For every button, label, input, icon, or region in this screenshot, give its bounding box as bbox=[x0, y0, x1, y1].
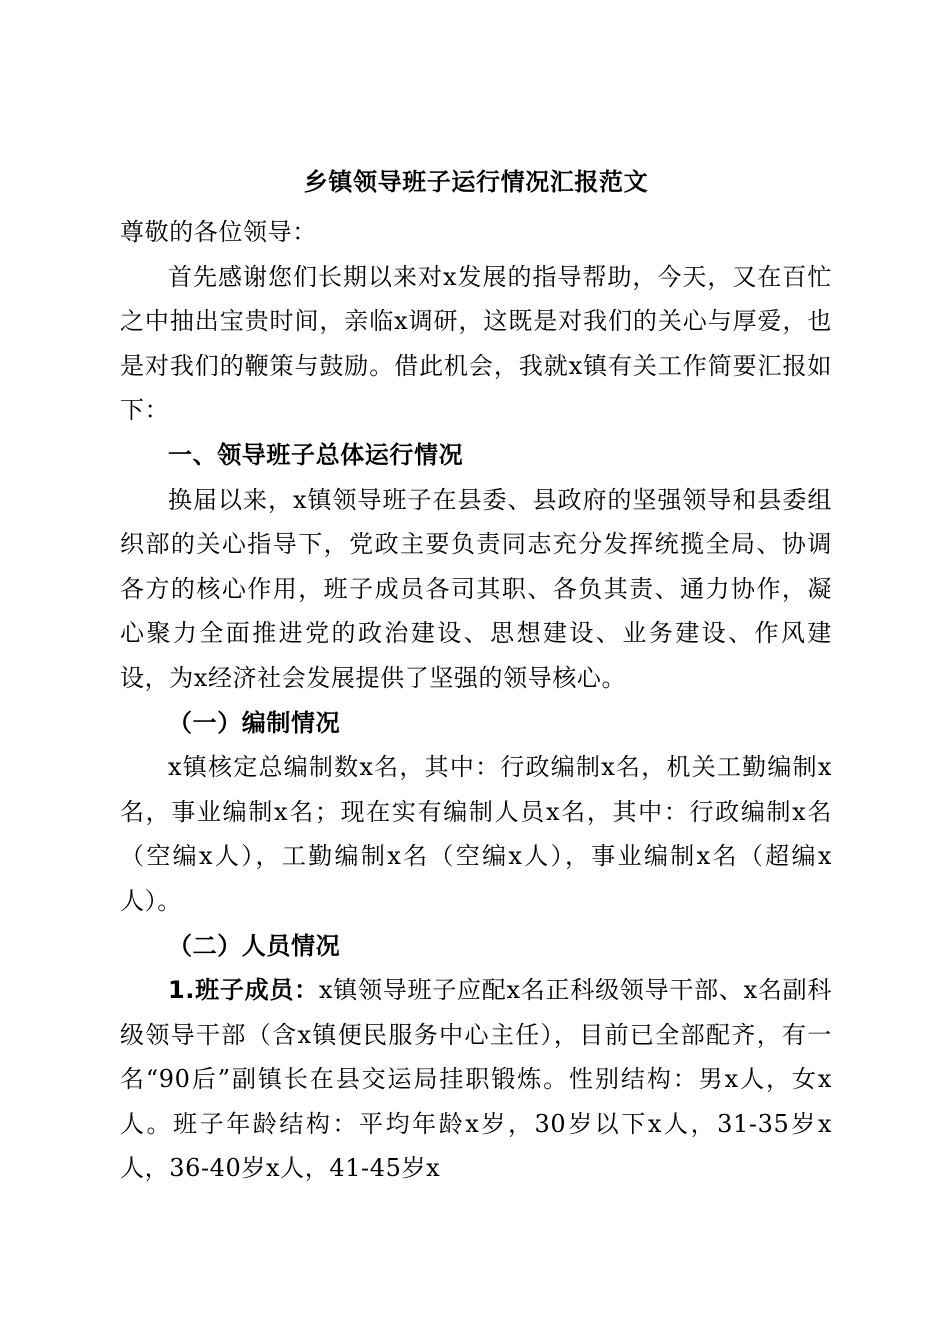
section-heading-overall-operation: 一、领导班子总体运行情况 bbox=[168, 440, 464, 469]
subsection-heading-staffing: （一）编制情况 bbox=[168, 708, 341, 737]
document-body bbox=[120, 160, 832, 1191]
salutation: 尊敬的各位领导： bbox=[120, 218, 317, 246]
subsection-heading-personnel: （二）人员情况 bbox=[168, 931, 341, 960]
subsection-paragraph-staffing: x镇核定总编制数x名，其中：行政编制x名，机关工勤编制x名，事业编制x名；现在实有编制人员x名，其中：行政编制x名（空编x人），工勤编制x名（空编x人），事业编制x名（超编x人）。 bbox=[120, 753, 832, 915]
section-paragraph-overall-operation: 换届以来，x镇领导班子在县委、县政府的坚强领导和县委组织部的关心指导下，党政主要负责同志充分发挥统揽全局、协调各方的核心作用，班子成员各司其职、各负其责、通力协作，凝心聚力全面推进党的政治建设、思想建设、业务建设、作风建设，为x经济社会发展提供了坚强的领导核心。 bbox=[120, 485, 832, 692]
item-text-team-members: x镇领导班子应配x名正科级领导干部、x名副科级领导干部（含x镇便民服务中心主任），目前已全部配齐，有一名“90后”副镇长在县交运局挂职锻炼。性别结构：男x人，女x人。班子年龄结构：平均年龄x岁，30岁以下x人，31-35岁x人，36-40岁x人，41-45岁x bbox=[120, 976, 832, 1183]
intro-paragraph: 首先感谢您们长期以来对x发展的指导帮助，今天，又在百忙之中抽出宝贵时间，亲临x调研，这既是对我们的关心与厚爱，也是对我们的鞭策与鼓励。借此机会，我就x镇有关工作简要汇报如下： bbox=[120, 262, 832, 425]
document-title: 乡镇领导班子运行情况汇报范文 bbox=[303, 168, 649, 196]
subsection-paragraph-personnel bbox=[120, 968, 832, 1191]
item-lead-team-members: 1.班子成员： bbox=[168, 976, 319, 1005]
